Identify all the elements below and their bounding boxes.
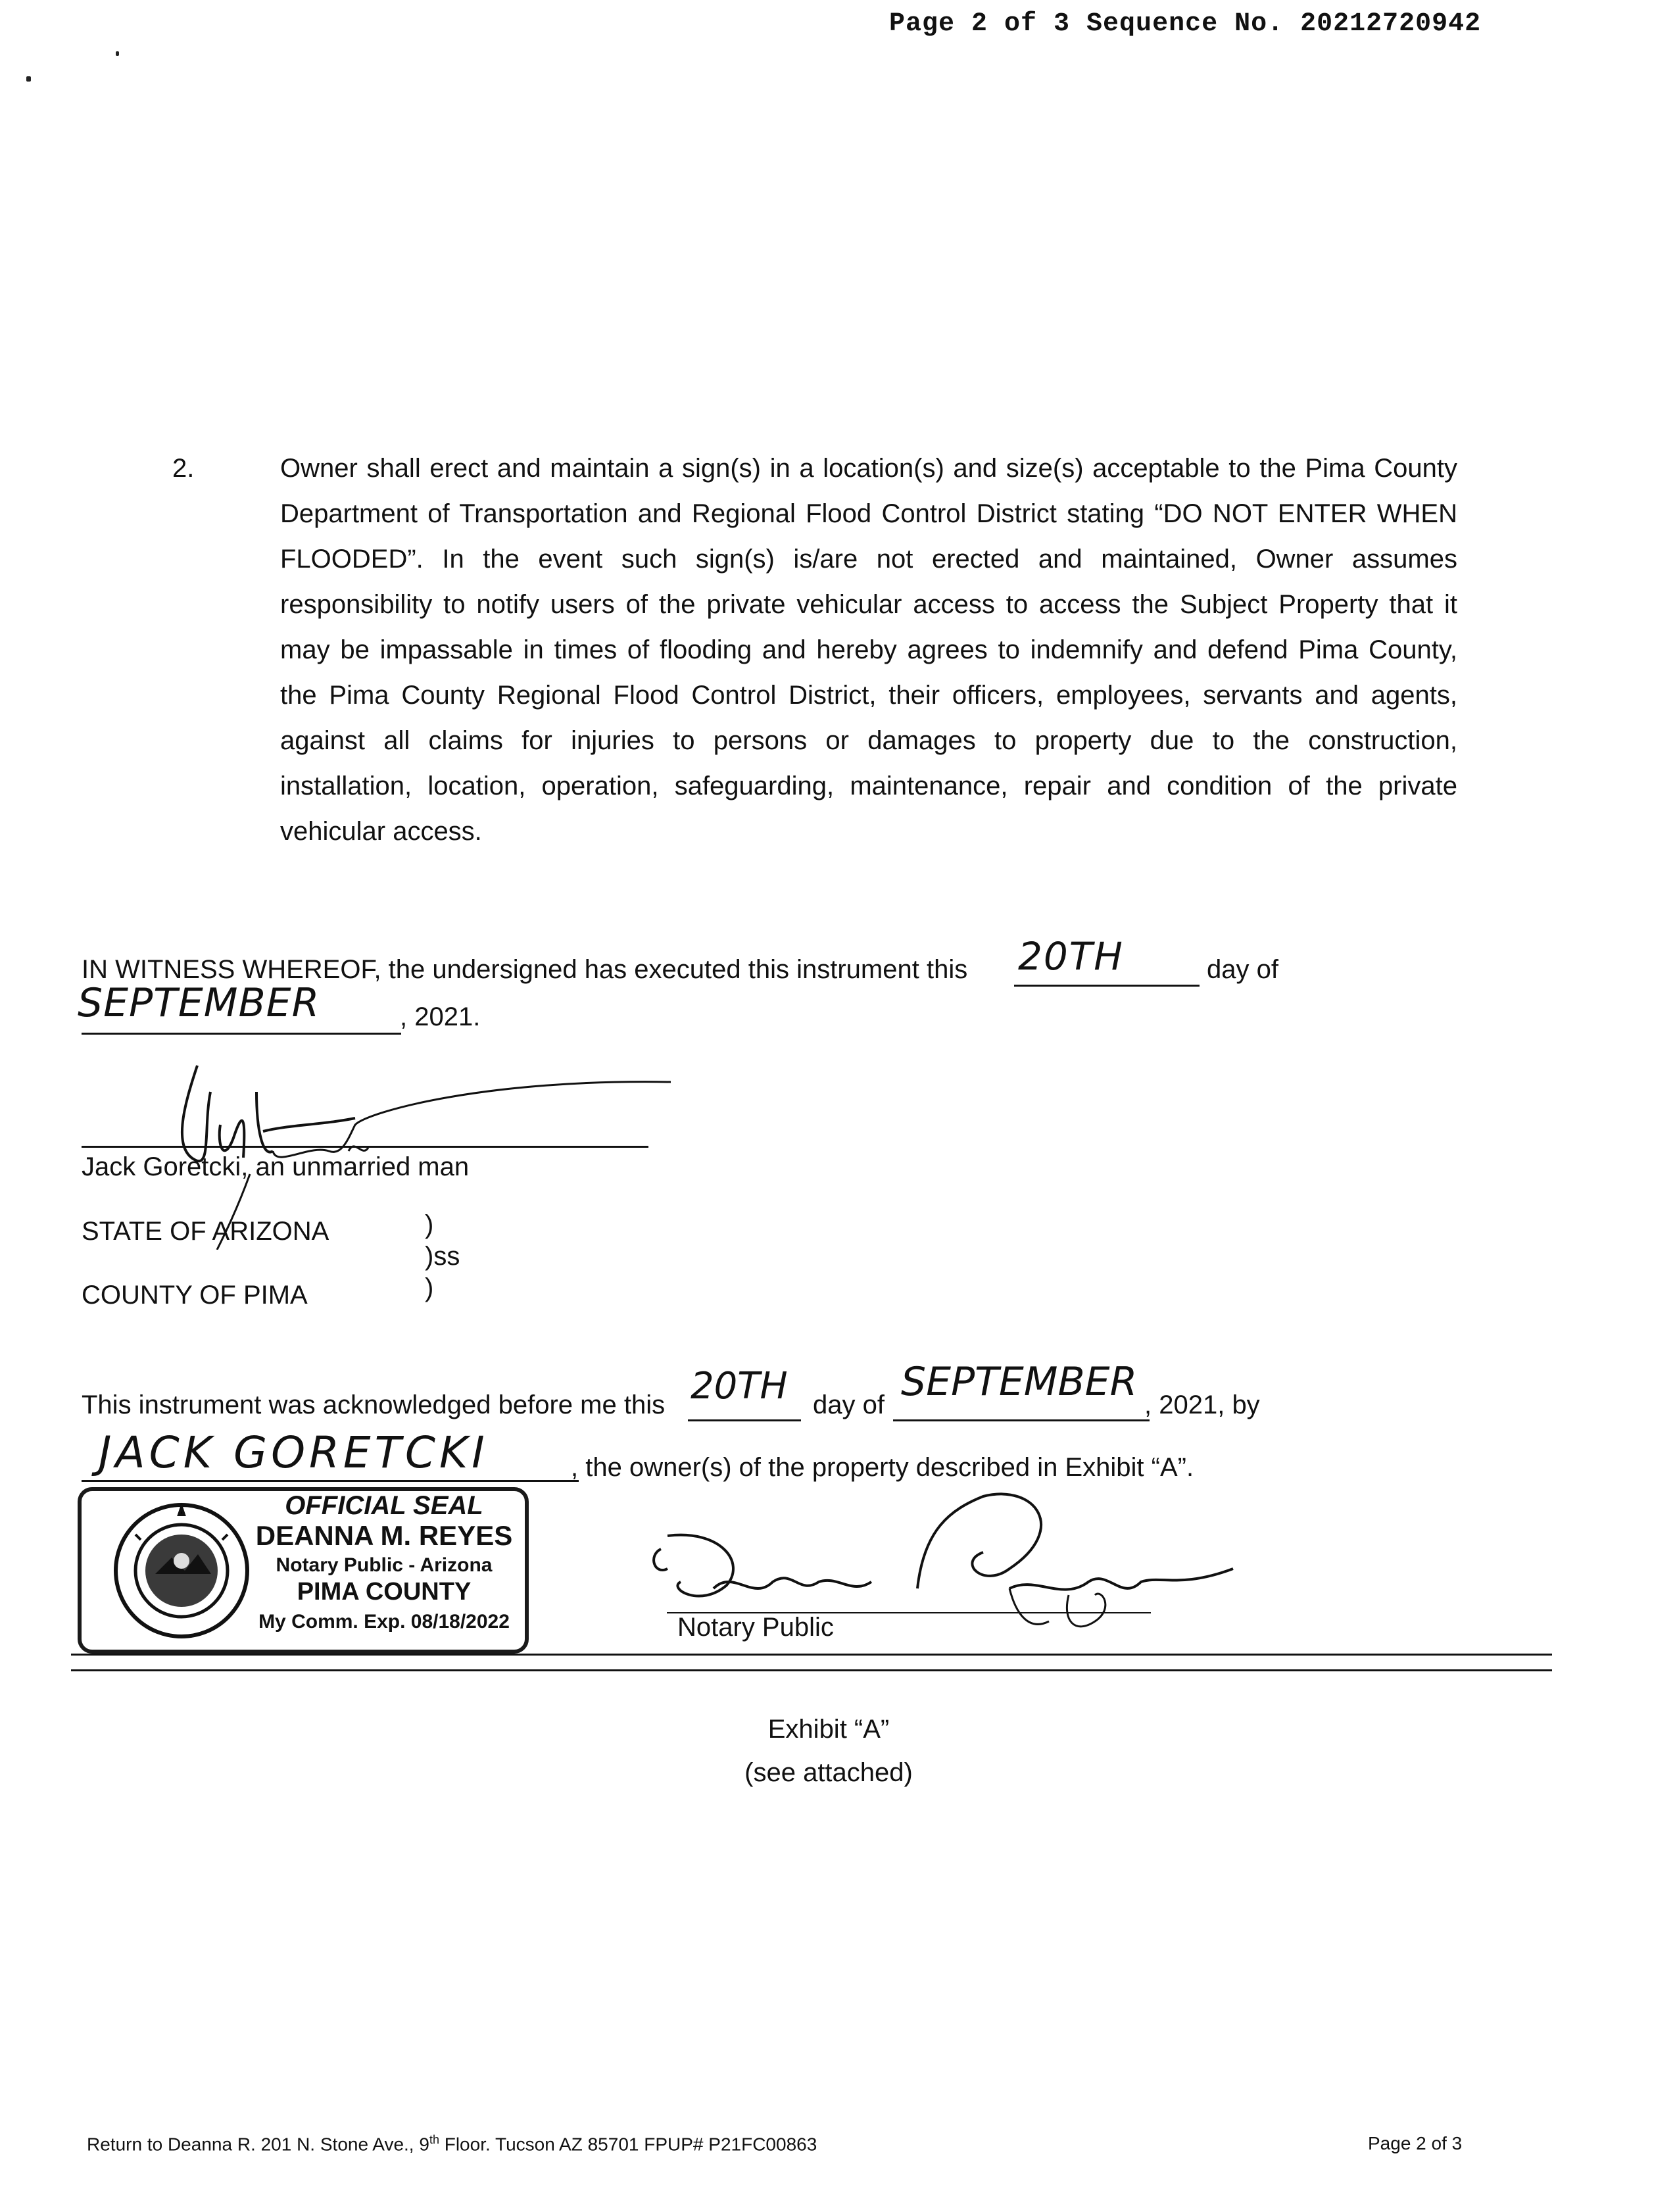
exhibit-block (658, 1708, 1000, 1794)
month-blank-line (82, 1033, 401, 1035)
footer-return-address (87, 2133, 817, 2155)
seal-commission-expiry: My Comm. Exp. 08/18/2022 (258, 1611, 510, 1633)
ack-day-of-label: day of (813, 1390, 885, 1419)
scan-speck (116, 51, 119, 56)
footer-return-suffix: Floor. Tucson AZ 85701 FPUP# P21FC00863 (439, 2134, 817, 2155)
footer-page-number: Page 2 of 3 (1368, 2133, 1463, 2153)
paragraph-line: vehicular access. (280, 817, 482, 846)
year-label: , 2021. (400, 1002, 481, 1031)
exhibit-title: Exhibit “A” (767, 1715, 890, 1744)
divider-rule-top (71, 1654, 1552, 1656)
ack-day-blank-line (688, 1419, 801, 1421)
item-2-paragraph (280, 446, 1457, 854)
venue-paren-bottom: ) (425, 1273, 434, 1302)
ack-owner-text: , the owner(s) of the property described in Exhibit “A”. (571, 1453, 1194, 1482)
signer-caption: Jack Goretcki, an unmarried man (82, 1152, 470, 1181)
venue-ss: )ss (425, 1242, 460, 1271)
venue-state: STATE OF ARIZONA (82, 1217, 329, 1246)
paragraph-line: responsibility to notify users of the private vehicular access to access the Subject Property that it (280, 590, 1457, 619)
item-number: 2. (172, 454, 195, 483)
paragraph-line: the Pima County Regional Flood Control District, their officers, employees, servants and agents, (280, 681, 1457, 710)
notary-seal-stamp (78, 1487, 529, 1654)
notary-caption: Notary Public (677, 1613, 834, 1642)
day-of-label: day of (1207, 955, 1278, 984)
paragraph-line: Owner shall erect and maintain a sign(s) in a location(s) and size(s) acceptable to the Pima County (280, 454, 1457, 483)
paragraph-line: installation, location, operation, safeguarding, maintenance, repair and condition of the private (280, 772, 1457, 800)
paragraph-line: Department of Transportation and Regional Flood Control District stating “DO NOT ENTER WHEN (280, 499, 1457, 528)
exhibit-note: (see attached) (744, 1758, 913, 1787)
seal-official-seal: OFFICIAL SEAL (285, 1491, 483, 1520)
footer-return-prefix: Return to Deanna R. 201 N. Stone Ave., 9 (87, 2134, 429, 2155)
ack-month-blank-line (893, 1419, 1150, 1421)
ack-handwritten-month: SEPTEMBER (901, 1359, 1138, 1405)
seal-notary-name: DEANNA M. REYES (255, 1520, 513, 1551)
venue-bracket (425, 1209, 460, 1304)
handwritten-day: 20TH (1018, 934, 1124, 979)
footer-return-sup: th (429, 2133, 439, 2146)
venue-paren-top: ) (425, 1210, 434, 1239)
arizona-state-seal-icon (109, 1495, 254, 1650)
page-sequence-header: Page 2 of 3 Sequence No. 20212720942 (889, 9, 1482, 39)
ack-handwritten-name: JACK GORETCKI (99, 1427, 489, 1478)
acknowledgment-text: This instrument was acknowledged before me this (82, 1390, 666, 1419)
handwritten-month: SEPTEMBER (78, 980, 320, 1026)
divider-rule-bottom (71, 1669, 1552, 1671)
paragraph-line: against all claims for injuries to persons or damages to property due to the construction, (280, 726, 1457, 755)
day-blank-line (1014, 985, 1200, 987)
ack-handwritten-day: 20TH (691, 1365, 788, 1408)
ack-name-blank-line (82, 1480, 579, 1482)
seal-notary-state: Notary Public - Arizona (276, 1554, 493, 1576)
paragraph-line: may be impassable in times of flooding and hereby agrees to indemnify and defend Pima County, (280, 635, 1457, 664)
venue-county: COUNTY OF PIMA (82, 1281, 308, 1310)
ack-year-by: , 2021, by (1144, 1390, 1260, 1419)
paragraph-line: FLOODED”. In the event such sign(s) is/are not erected and maintained, Owner assumes (280, 545, 1457, 574)
witness-clause: IN WITNESS WHEREOF, the undersigned has executed this instrument this (82, 955, 968, 984)
scan-speck (26, 76, 31, 82)
seal-county: PIMA COUNTY (297, 1578, 472, 1606)
